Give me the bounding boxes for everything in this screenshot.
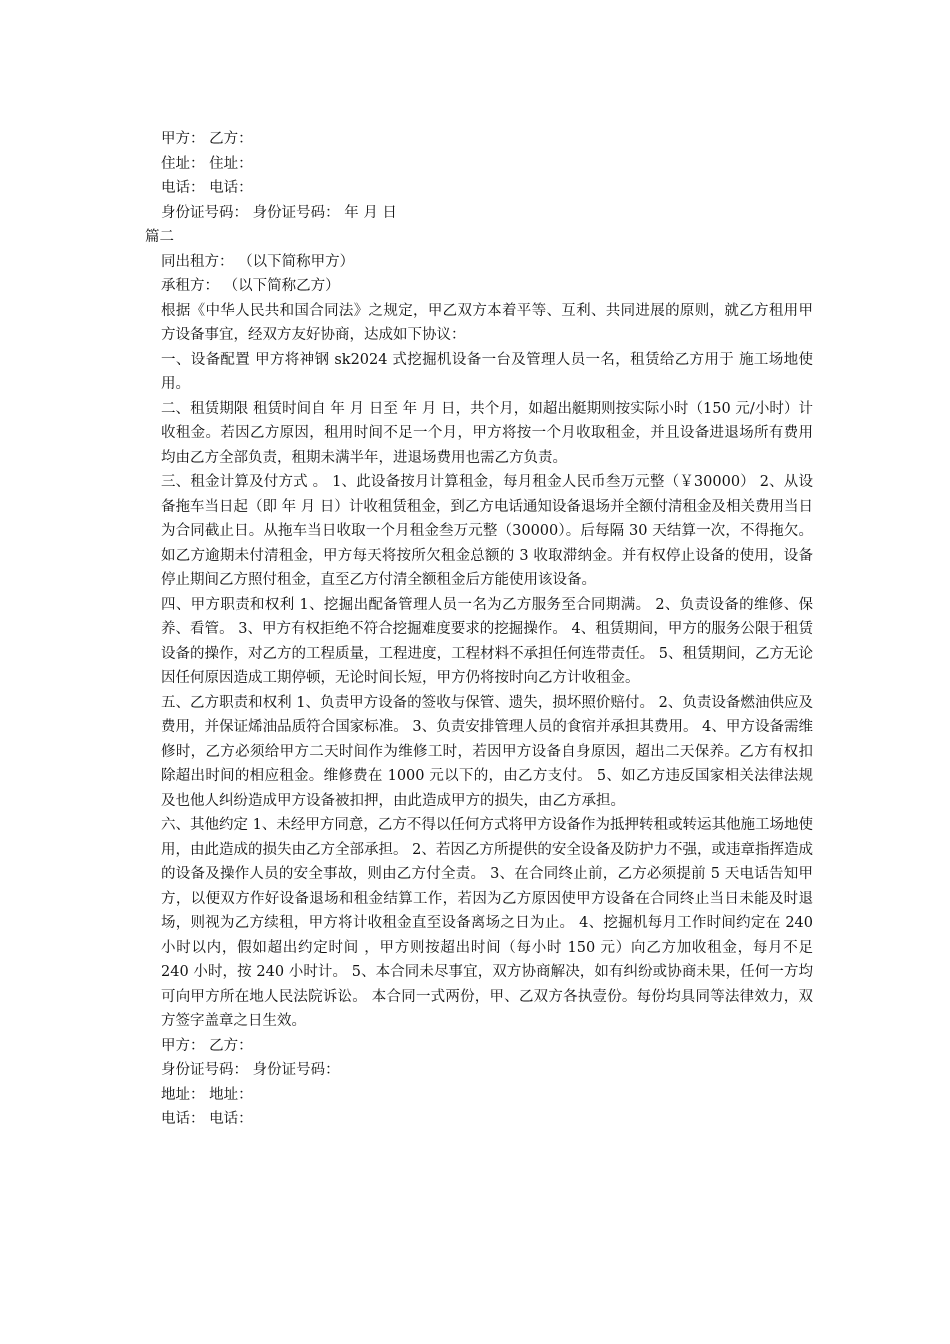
phone-line: 电话： 电话： (161, 1111, 253, 1127)
clause-rent-payment: 三、租金计算及付方式 。 1、此设备按月计算租金，每月租金人民币叁万元整（￥30000） 2、从设备拖车当日起（即 年 月 日）计收租赁租金，到乙方电话通知设备退场并全额付清租金及相关费用当日为合同截止日。从拖车当日收取一个月租金叁万元整（30000）。后每隔 30 天结算一次，不得拖欠。如乙方逾期未付清租金，甲方每天将按所欠租金总额的 3 收取滞纳金。并有权停止设备的使用，设备停止期间乙方照付租金，直至乙方付清全额租金后方能使用该设备。 (161, 474, 813, 588)
footer-signature-block (145, 1034, 813, 1132)
clause-equipment: 一、设备配置 甲方将神钢 sk2024 式挖掘机设备一台及管理人员一名，租赁给乙方用于 施工场地使用。 (161, 351, 813, 392)
party-names-line: 甲方： 乙方： (161, 1037, 253, 1054)
address-line: 地址： 地址： (161, 1086, 253, 1103)
intro-paragraph: 根据《中华人民共和国合同法》之规定，甲乙双方本着平等、互利、共同进展的原则，就乙方租用甲方设备事宜，经双方友好协商，达成如下协议： (161, 302, 813, 343)
party-names-line: 甲方： 乙方： (161, 131, 253, 147)
section-title: 篇二 (145, 229, 174, 245)
clauses (145, 348, 813, 1034)
lessor-line: 同出租方： （以下简称甲方） (161, 253, 355, 270)
clause-party-a-duties: 四、甲方职责和权利 1、挖掘出配备管理人员一名为乙方服务至合同期满。 2、负责设备的维修、保养、看管。 3、甲方有权拒绝不符合挖掘难度要求的挖掘操作。 4、租赁期间，甲方的服务公限于租赁设备的操作，对乙方的工程质量，工程进度，工程材料不承担任何连带责任。 5、租赁期间，乙方无论因任何原因造成工期停顿，无论时间长短，甲方仍将按时向乙方计收租金。 (161, 596, 813, 686)
phone-line: 电话： 电话： (161, 180, 253, 196)
header-signature-block (145, 127, 813, 225)
contract-document (145, 127, 813, 1132)
clause-lease-term: 二、租赁期限 租赁时间自 年 月 日至 年 月 日，共个月，如超出艇期则按实际小时（150 元/小时）计收租金。若因乙方原因，租用时间不足一个月，甲方将按一个月收取租金，并且设备进退场所有费用均由乙方全部负责，租期未满半年，进退场费用也需乙方负责。 (161, 400, 813, 466)
id-number-line: 身份证号码： 身份证号码： 年 月 日 (161, 204, 397, 221)
lessee-line: 承租方： （以下简称乙方） (161, 278, 340, 294)
clause-party-b-duties: 五、乙方职责和权利 1、负责甲方设备的签收与保管、遗失，损坏照价赔付。 2、负责设备燃油供应及费用，并保证烯油品质符合国家标准。 3、负责安排管理人员的食宿并承担其费用。 4、甲方设备需维修时，乙方必须给甲方二天时间作为维修工时，若因甲方设备自身原因，超出二天保养。乙方有权扣除超出时间的相应租金。维修费在 1000 元以下的，由乙方支付。 5、如乙方违反国家相关法律法规及也他人纠纷造成甲方设备被扣押，由此造成甲方的损失，由乙方承担。 (161, 694, 813, 809)
parties-block (145, 250, 813, 299)
clause-other-terms: 六、其他约定 1、未经甲方同意，乙方不得以任何方式将甲方设备作为抵押转租或转运其他施工场地使用，由此造成的损失由乙方全部承担。 2、若因乙方所提供的安全设备及防护力不强，或违章指挥造成的设备及操作人员的安全事故，则由乙方付全责。 3、在合同终止前，乙方必须提前 5 天电话告知甲方，以便双方作好设备退场和租金结算工作，若因为乙方原因使甲方设备在合同终止当日未能及时退场，则视为乙方续租，甲方将计收租金直至设备离场之日为止。 4、挖掘机每月工作时间约定在 240 小时以内，假如超出约定时间 ，甲方则按超出时间（每小时 150 元）向乙方加收租金，每月不足 240 小时，按 240 小时计。 5、本合同未尽事宜，双方协商解决，如有纠纷或协商未果，任何一方均可向甲方所在地人民法院诉讼。 本合同一式两份，甲、乙双方各执壹份。每份均具同等法律效力，双方签字盖章之日生效。 (161, 817, 813, 1029)
id-number-line: 身份证号码： 身份证号码： (161, 1062, 340, 1078)
address-line: 住址： 住址： (161, 155, 253, 172)
